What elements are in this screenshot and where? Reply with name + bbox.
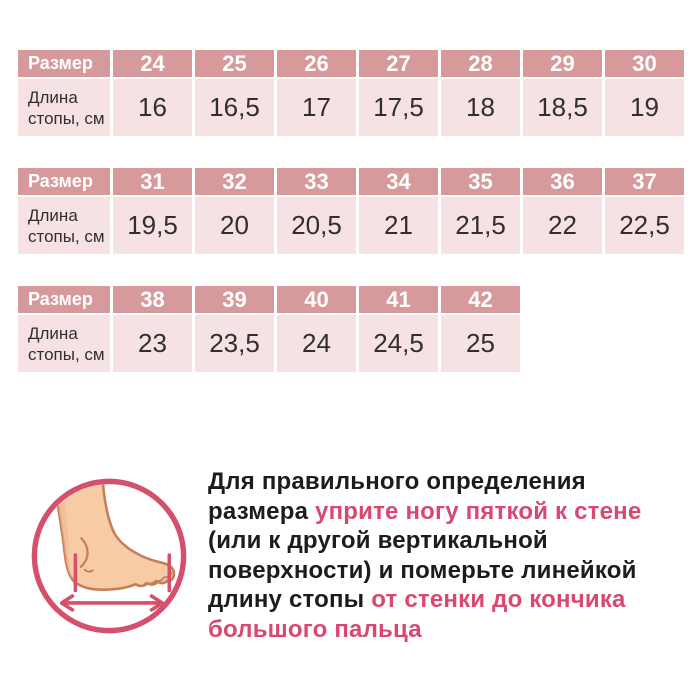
length-cell: 20 bbox=[195, 197, 274, 254]
size-cell: 33 bbox=[277, 168, 356, 195]
length-cell: 19 bbox=[605, 79, 684, 136]
size-table-31-37 bbox=[18, 168, 684, 254]
length-cell: 24,5 bbox=[359, 315, 438, 372]
size-cell: 36 bbox=[523, 168, 602, 195]
length-cell: 22,5 bbox=[605, 197, 684, 254]
size-cell: 40 bbox=[277, 286, 356, 313]
size-cell: 24 bbox=[113, 50, 192, 77]
length-cell: 24 bbox=[277, 315, 356, 372]
length-row-label: Длина стопы, см bbox=[18, 79, 110, 136]
length-cell: 22 bbox=[523, 197, 602, 254]
length-cell: 21,5 bbox=[441, 197, 520, 254]
instruction-line bbox=[208, 615, 698, 645]
size-cell: 39 bbox=[195, 286, 274, 313]
size-cell: 28 bbox=[441, 50, 520, 77]
length-cell: 19,5 bbox=[113, 197, 192, 254]
instruction-line bbox=[208, 467, 698, 497]
length-row-label: Длина стопы, см bbox=[18, 197, 110, 254]
size-cell: 29 bbox=[523, 50, 602, 77]
foot-measure-icon bbox=[25, 472, 193, 640]
size-cell: 37 bbox=[605, 168, 684, 195]
instruction-line bbox=[208, 556, 698, 586]
length-cell: 17 bbox=[277, 79, 356, 136]
length-cell: 21 bbox=[359, 197, 438, 254]
instruction-text: Для правильного определения bbox=[208, 468, 586, 495]
instruction-text-highlight: большого пальца bbox=[208, 615, 422, 643]
length-cell: 16,5 bbox=[195, 79, 274, 136]
length-cell: 23,5 bbox=[195, 315, 274, 372]
instruction-line bbox=[208, 497, 698, 527]
length-cell: 17,5 bbox=[359, 79, 438, 136]
length-cell: 20,5 bbox=[277, 197, 356, 254]
length-cell: 23 bbox=[113, 315, 192, 372]
measurement-instructions bbox=[208, 467, 698, 644]
instruction-text: размера bbox=[208, 497, 316, 525]
size-cell: 41 bbox=[359, 286, 438, 313]
instruction-text-highlight: от стенки до кончика bbox=[371, 586, 626, 613]
size-row-label: Размер bbox=[18, 168, 110, 195]
instruction-line bbox=[208, 526, 698, 556]
length-cell: 25 bbox=[441, 315, 520, 372]
size-cell: 38 bbox=[113, 286, 192, 313]
size-cell: 27 bbox=[359, 50, 438, 77]
size-cell: 35 bbox=[441, 168, 520, 195]
size-cell: 42 bbox=[441, 286, 520, 313]
length-cell: 16 bbox=[113, 79, 192, 136]
length-cell: 18,5 bbox=[523, 79, 602, 136]
size-cell: 30 bbox=[605, 50, 684, 77]
instruction-text: поверхности) и померьте линейкой bbox=[208, 556, 637, 584]
size-cell: 31 bbox=[113, 168, 192, 195]
instruction-text: длину стопы bbox=[208, 586, 372, 613]
instruction-text-highlight: уприте ногу пяткой к стене bbox=[315, 497, 642, 525]
size-cell: 25 bbox=[195, 50, 274, 77]
size-cell: 34 bbox=[359, 168, 438, 195]
size-table-38-42 bbox=[18, 286, 520, 372]
size-cell: 32 bbox=[195, 168, 274, 195]
length-cell: 18 bbox=[441, 79, 520, 136]
size-row-label: Размер bbox=[18, 50, 110, 77]
length-row-label: Длина стопы, см bbox=[18, 315, 110, 372]
instruction-text: (или к другой вертикальной bbox=[208, 527, 548, 554]
size-cell: 26 bbox=[277, 50, 356, 77]
size-table-24-30 bbox=[18, 50, 684, 136]
size-row-label: Размер bbox=[18, 286, 110, 313]
instruction-line bbox=[208, 585, 698, 615]
